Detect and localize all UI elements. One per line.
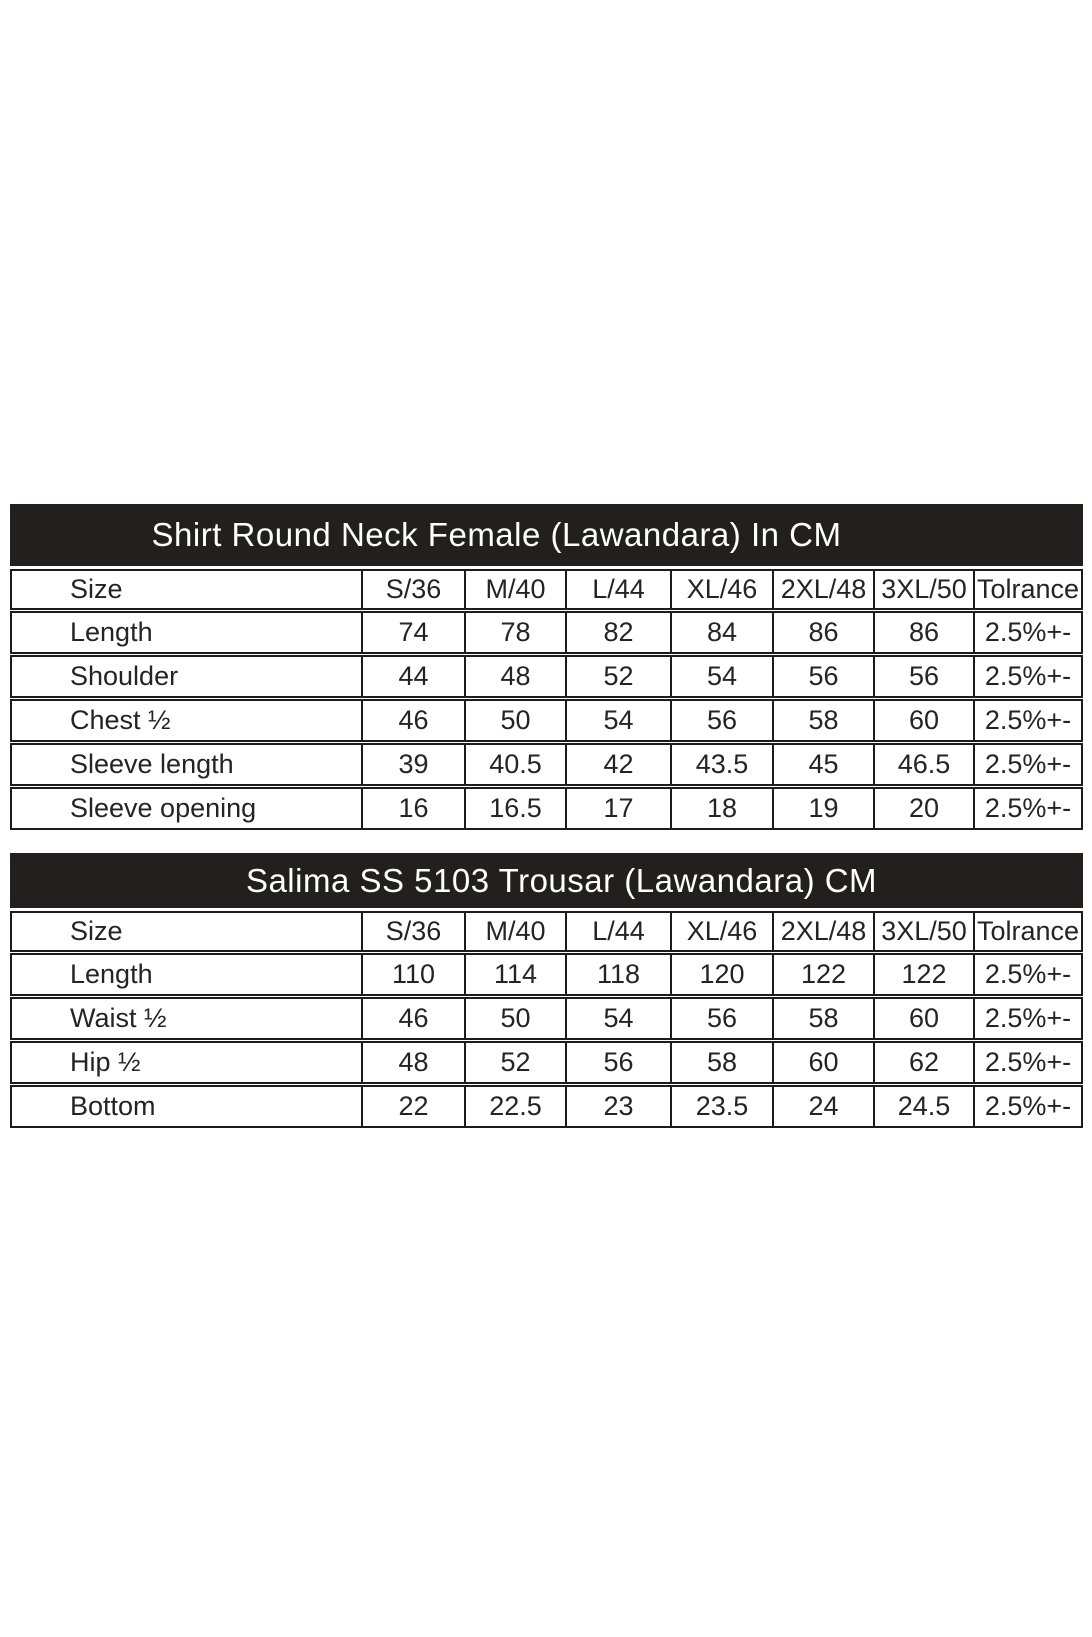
cell-value: 110 [363, 955, 466, 994]
cell-value: 78 [466, 613, 567, 652]
table-row [10, 1085, 1083, 1128]
size-column-header: Size [12, 571, 363, 608]
cell-value: 52 [466, 1043, 567, 1082]
cell-value: 17 [567, 789, 672, 828]
cell-value: 86 [875, 613, 975, 652]
size-column-header: Size [12, 913, 363, 950]
column-header: M/40 [466, 913, 567, 950]
tolerance-value: 2.5%+- [984, 661, 1072, 691]
cell-value: 114 [466, 955, 567, 994]
cell-value: 23 [567, 1087, 672, 1126]
tolerance-value: 2.5%+- [984, 793, 1072, 823]
tolerance-value: 2.5%+- [984, 1047, 1072, 1077]
cell-value: 62 [875, 1043, 975, 1082]
column-header: XL/46 [672, 571, 774, 608]
cell-value: 58 [672, 1043, 774, 1082]
shirt-table-grid [10, 569, 1083, 830]
header-row [10, 911, 1083, 952]
cell-value: 60 [875, 999, 975, 1038]
cell-value: 18 [672, 789, 774, 828]
trouser-table-title-banner [10, 853, 1083, 908]
row-label: Waist ½ [12, 999, 363, 1038]
shirt-size-table [10, 504, 1083, 830]
tolerance-value: 2.5%+- [984, 1091, 1072, 1121]
trouser-table-grid [10, 911, 1083, 1128]
cell-value: 22 [363, 1087, 466, 1126]
cell-value: 46.5 [875, 745, 975, 784]
tolerance-value: 2.5%+- [984, 1003, 1072, 1033]
cell-value: 45 [774, 745, 875, 784]
cell-value: 50 [466, 701, 567, 740]
cell-value: 48 [363, 1043, 466, 1082]
column-header: L/44 [567, 571, 672, 608]
cell-value: 16.5 [466, 789, 567, 828]
row-label: Length [12, 613, 363, 652]
cell-value: 56 [672, 999, 774, 1038]
cell-value: 58 [774, 701, 875, 740]
row-label: Shoulder [12, 657, 363, 696]
cell-value: 50 [466, 999, 567, 1038]
cell-value: 56 [774, 657, 875, 696]
tolerance-value: 2.5%+- [984, 705, 1072, 735]
cell-value: 48 [466, 657, 567, 696]
cell-value: 54 [672, 657, 774, 696]
cell-value: 24 [774, 1087, 875, 1126]
table-row [10, 699, 1083, 742]
cell-value: 16 [363, 789, 466, 828]
cell-value: 40.5 [466, 745, 567, 784]
tolerance-value: 2.5%+- [984, 959, 1072, 989]
cell-value: 74 [363, 613, 466, 652]
cell-value: 56 [567, 1043, 672, 1082]
cell-value: 54 [567, 701, 672, 740]
table-row [10, 1041, 1083, 1084]
trouser-table-title: Salima SS 5103 Trousar (Lawandara) CM [245, 861, 878, 899]
row-label: Sleeve opening [12, 789, 363, 828]
shirt-table-title: Shirt Round Neck Female (Lawandara) In CM [151, 516, 842, 553]
column-header: S/36 [363, 571, 466, 608]
row-label: Hip ½ [12, 1043, 363, 1082]
row-label: Length [12, 955, 363, 994]
column-header: M/40 [466, 571, 567, 608]
cell-value: 56 [875, 657, 975, 696]
column-header: 2XL/48 [774, 571, 875, 608]
table-row [10, 611, 1083, 654]
cell-value: 46 [363, 999, 466, 1038]
cell-value: 84 [672, 613, 774, 652]
cell-value: 122 [774, 955, 875, 994]
column-header: 3XL/50 [875, 913, 975, 950]
cell-value: 58 [774, 999, 875, 1038]
column-header: XL/46 [672, 913, 774, 950]
cell-value: 60 [774, 1043, 875, 1082]
cell-value: 54 [567, 999, 672, 1038]
cell-value: 122 [875, 955, 975, 994]
row-label: Sleeve length [12, 745, 363, 784]
cell-value: 56 [672, 701, 774, 740]
cell-value: 118 [567, 955, 672, 994]
table-row [10, 743, 1083, 786]
column-header: Tolrance [976, 916, 1080, 946]
table-row [10, 997, 1083, 1040]
cell-value: 24.5 [875, 1087, 975, 1126]
cell-value: 22.5 [466, 1087, 567, 1126]
cell-value: 42 [567, 745, 672, 784]
cell-value: 82 [567, 613, 672, 652]
column-header: 2XL/48 [774, 913, 875, 950]
table-row [10, 953, 1083, 996]
tolerance-value: 2.5%+- [984, 617, 1072, 647]
table-row [10, 787, 1083, 830]
cell-value: 23.5 [672, 1087, 774, 1126]
cell-value: 19 [774, 789, 875, 828]
row-label: Bottom [12, 1087, 363, 1126]
trouser-size-table [10, 853, 1083, 1128]
cell-value: 44 [363, 657, 466, 696]
tolerance-value: 2.5%+- [984, 749, 1072, 779]
cell-value: 60 [875, 701, 975, 740]
column-header: Tolrance [976, 574, 1080, 604]
table-row [10, 655, 1083, 698]
cell-value: 46 [363, 701, 466, 740]
cell-value: 43.5 [672, 745, 774, 784]
column-header: S/36 [363, 913, 466, 950]
cell-value: 120 [672, 955, 774, 994]
cell-value: 20 [875, 789, 975, 828]
shirt-table-title-banner [10, 504, 1083, 566]
header-row [10, 569, 1083, 610]
cell-value: 39 [363, 745, 466, 784]
column-header: L/44 [567, 913, 672, 950]
cell-value: 52 [567, 657, 672, 696]
cell-value: 86 [774, 613, 875, 652]
row-label: Chest ½ [12, 701, 363, 740]
column-header: 3XL/50 [875, 571, 975, 608]
